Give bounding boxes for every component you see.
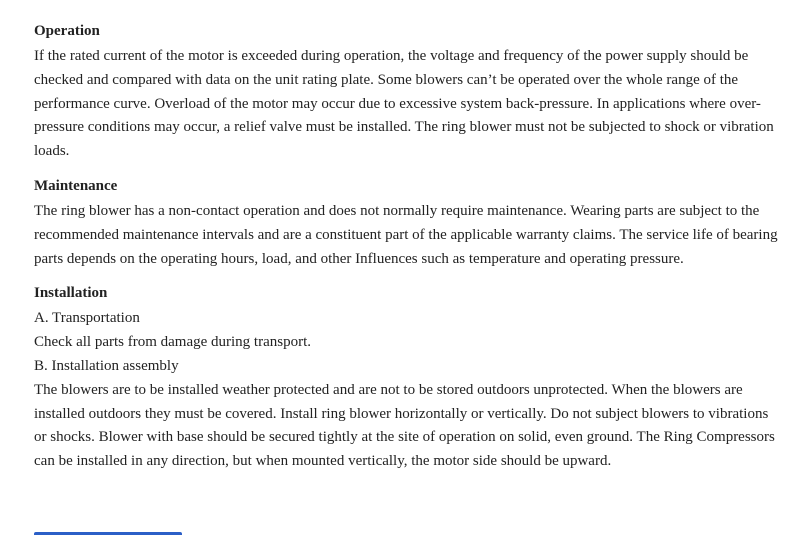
operation-paragraph: If the rated current of the motor is exceeded during operation, the voltage and frequency of the power supply should be checked and compared with data on the unit rating plate. Some blowers can’t be operated over the whole range of the performance curve. Overload of the motor may occur due to excessive system back-pressure. In applications where over-pressure conditions may occur, a relief valve must be installed. The ring blower must not be subjected to shock or vibration loads. [34,48,774,160]
installation-assembly-paragraph: The blowers are to be installed weather protected and are not to be stored outdoors unprotected. When the blowers are installed outdoors they must be covered. Install ring blower horizontally or vertically. Do not subject blowers to vibrations or shocks. Blower with base should be secured tightly at the site of operation on solid, even ground. The Ring Compressors can be installed in any direction, but when mounted vertically, the motor side should be upward. [34,381,775,470]
maintenance-section [34,176,779,271]
section-heading-operation: Operation [34,23,100,39]
section-heading-maintenance: Maintenance [34,177,118,194]
installation-section [34,283,779,474]
document-body [34,21,779,474]
installation-subheading-assembly: B. Installation assembly [34,357,179,374]
operation-section [34,21,779,164]
transportation-text: Check all parts from damage during transport. [34,334,312,351]
installation-subheading-transportation: A. Transportation [34,310,140,327]
maintenance-paragraph: The ring blower has a non-contact operation and does not normally require maintenance. Wearing parts are subject to the recommended maintenance intervals and are a constituent part of the applicable warranty claims. The service life of bearing parts depends on the operating hours, load, and other Influences such as temperature and operating pressure. [34,202,778,267]
section-heading-installation: Installation [34,285,108,302]
